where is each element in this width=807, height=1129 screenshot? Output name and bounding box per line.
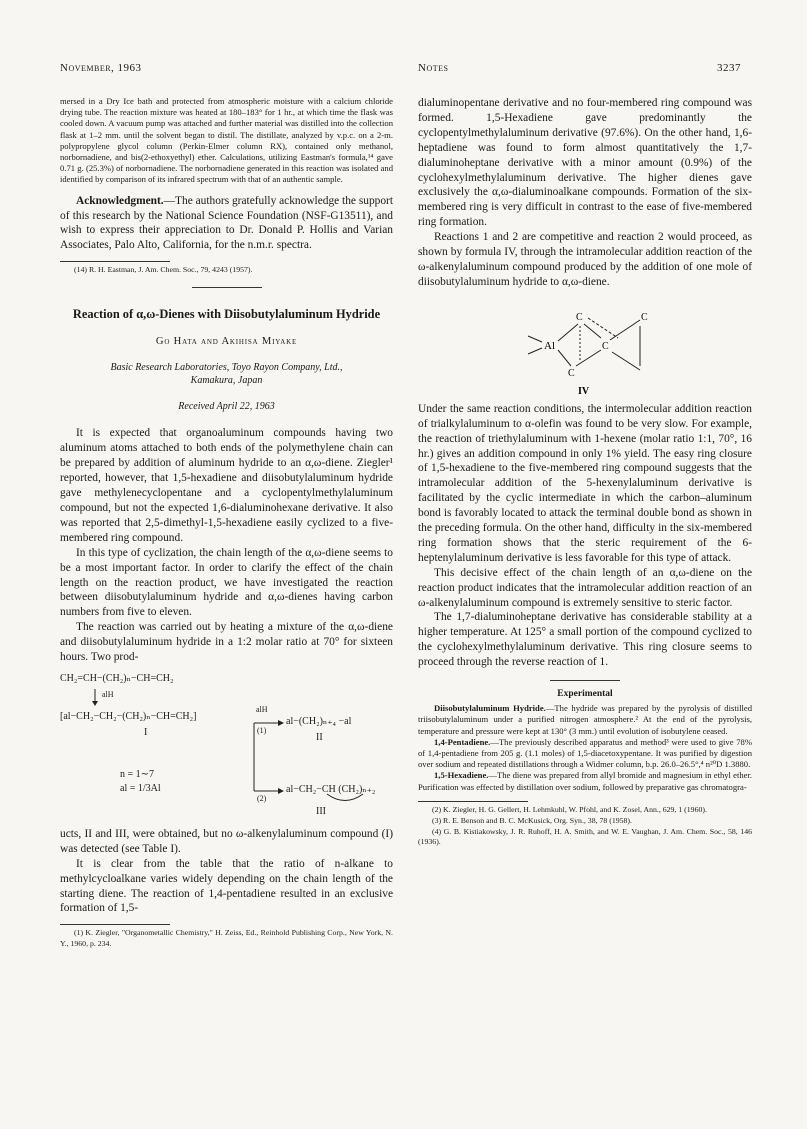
experimental-continued: mersed in a Dry Ice bath and protected from atmospheric moisture with a calcium chloride drying tube. The reaction mixture was heated at 180–183° for 1 hr., at which time the flask was cooled down. A vacuum pump was attached and further material was distilled into the collection flask at 1–2 mm. until the solvent began to distil. The distillate, analyzed by v.p.c. on a 2-m. polypropylene glycol column (Perkin-Elmer column RX), contained only methanol, norbornadiene, and bis(2-ethoxyethyl) ether. Calculations, utilizing Eastman's formula,¹⁴ gave 0.71 g. (25.3%) of norbornadiene. The norbornadiene generated in this reaction was isolated and identified by comparison of its infrared spectrum with that of an authentic sample. (60, 96, 393, 185)
compound-label-I: I (144, 726, 148, 738)
discussion-paragraph-1: dialuminopentane derivative and no four-membered ring compound was formed. 1,5-Hexadiene gave predominantly the cyclopentylmethylaluminum derivative (97.6%). On the other hand, 1,6-heptadiene was found to form almost quantitatively the 1,7-dialuminoheptane derivative with a minor amount (0.9%) of the cyclohexylmethylaluminum derivative. The higher dienes gave exclusively the α,ω-dialuminoalkane compounds. Formation of the six-membered ring is very difficult in contrast to the ease of five-membered ring formation. (418, 97, 752, 229)
section-rule (550, 680, 620, 681)
footnote-14-block (60, 265, 393, 275)
affiliation-line-2: Kamakura, Japan (190, 375, 263, 387)
discussion-paragraph-5: The 1,7-dialuminoheptane derivative has considerable stability at a higher temperature. At 125° a small portion of the compound cyclized to the cyclohexylmethylaluminum derivative. This ring closure seems to proceed through the reverse reaction of 1. (418, 611, 752, 669)
footnote-rule-right (418, 801, 528, 802)
reaction-label-1: (1) (257, 725, 267, 735)
left-column (60, 96, 393, 950)
intermediate-formula: [al−CH₂−CH₂−(CH₂)ₙ−CH=CH₂] (60, 710, 197, 722)
footnote-rule-left (60, 924, 170, 925)
product-III-formula: al−CH₂−CH (CH₂)ₙ₊₂ (286, 783, 376, 795)
intro-paragraph-2: In this type of cyclization, the chain length of the α,ω-diene seems to be a most important factor. In order to clarify the effect of the chain length on the reaction product, we have investigated the reaction between diisobutylaluminum hydride and α,ω-dienes having carbon numbers from five to eleven. (60, 546, 393, 619)
experimental-pentadiene (418, 737, 752, 771)
experimental-hydride (418, 703, 752, 737)
article-title: Reaction of α,ω-Dienes with Diisobutylaluminum Hydride (72, 307, 381, 322)
reaction-scheme (60, 673, 393, 821)
right-column (418, 96, 752, 849)
received-date: Received April 22, 1963 (178, 401, 275, 413)
al-definition: al = 1/3Al (120, 782, 161, 794)
footnote-3: (3) R. E. Benson and B. C. McKusick, Org. Syn., 38, 78 (1958). (432, 815, 632, 825)
article-separator (192, 287, 262, 288)
carbon-atom-top: C (576, 311, 583, 323)
formula-IV-structure (418, 296, 752, 396)
alh-reagent-1: alH (102, 689, 114, 699)
footnote-1: (1) K. Ziegler, "Organometallic Chemistry," H. Zeiss, Ed., Reinhold Publishing Corp., New York, N. Y., 1960, p. 234. (60, 928, 393, 948)
intro-paragraph-5: It is clear from the table that the ratio of n-alkane to methylcycloalkane varies widely depending on the chain length of the starting diene. The reaction of 1,4-pentadiene resulted in an exclusive formation of 1,5- (60, 857, 393, 915)
running-header-section: Notes (418, 62, 449, 74)
formula-IV-diagram (418, 296, 752, 396)
footnote-1-block (60, 928, 393, 948)
footnotes-right (418, 805, 752, 848)
alh-reagent-2: alH (256, 704, 268, 714)
experimental-hexadiene (418, 770, 752, 792)
intro-paragraph-3: The reaction was carried out by heating a mixture of the α,ω-diene and diisobutylaluminum hydride in a 1:2 molar ratio at 70° for sixteen hours. Two prod- (60, 621, 393, 664)
carbon-atom-bottom: C (568, 367, 575, 379)
pentadiene-text: —The previously described apparatus and method³ were used to give 78% of 1,4-pentadiene from 205 g. (1.1 moles) of 1,5-diacetoxypentane. It was purified by digestion over sodium and repeated distillations through a Widmer column, b.p. 26.0–26.5°,⁴ n²⁰D 1.3880. (418, 736, 752, 770)
acknowledgment-text: —The authors gratefully acknowledge the support of this research by the National Science Foundation (NSF-G13511), and wish to express their appreciation to Dr. Donald P. Hollis and Varian Associates, Palo Alto, California, for the n.m.r. spectra. (60, 194, 393, 252)
intro-paragraph-1: It is expected that organoaluminum compounds having two aluminum atoms attached to both ends of the polymethylene chain can be prepared by addition of aluminum hydride to an α,ω-diene. Ziegler¹ reported, however, that 1,5-hexadiene and diisobutylaluminum hydride gave methylenecyclopentane and a cyclopentylmethylaluminum compound, but not the expected 1,6-dialuminohexane derivative. It also was reported that 2,5-dimethyl-1,5-hexadiene easily cyclized to a five-membered ring compound. (60, 427, 393, 544)
footnote-2: (2) K. Ziegler, H. G. Gellert, H. Lehmkuhl, W. Pfohl, and K. Zosel, Ann., 629, 1 (1960). (432, 804, 707, 814)
discussion-paragraph-2: Reactions 1 and 2 are competitive and reaction 2 would proceed, as shown by formula IV, through the intramolecular addition reaction of the ω-alkenylaluminum compound produced by the addition of one mole of diisobutylaluminum hydride to α,ω-diene. (418, 231, 752, 288)
article-authors: Go Hata and Akihisa Miyake (155, 336, 298, 348)
footnote-rule (60, 261, 170, 262)
formula-IV-label: IV (578, 385, 590, 396)
hexadiene-text: —The diene was prepared from allyl bromide and magnesium in ethyl ether. Purification was effected by distillation over sodium, followed by preparative gas chromatogra- (418, 770, 752, 792)
experimental-heading: Experimental (557, 689, 613, 700)
affiliation-line-1: Basic Research Laboratories, Toyo Rayon Company, Ltd., (110, 362, 343, 374)
footnote-4: (4) G. B. Kistiakowsky, J. R. Ruhoff, H. A. Smith, and W. E. Vaughan, J. Am. Chem. Soc., 58, 146 (1936). (418, 827, 752, 847)
page-number: 3237 (717, 62, 741, 74)
acknowledgment (60, 194, 393, 254)
diene-formula: CH₂=CH−(CH₂)ₙ−CH=CH₂ (60, 672, 174, 684)
compound-label-III: III (316, 805, 326, 817)
discussion-paragraph-4: This decisive effect of the chain length of an α,ω-diene on the reaction product indicates that the intramolecular addition reaction of an ω-alkenylaluminum compound is extremely sensitive to steric factor. (418, 566, 752, 609)
product-II-formula: al−(CH₂)ₙ₊₄ −al (286, 715, 352, 727)
aluminum-atom: Al (544, 339, 555, 352)
intro-paragraph-4: ucts, II and III, were obtained, but no ω-alkenylaluminum compound (I) was detected (see Table I). (60, 827, 393, 855)
hydride-heading: Diisobutylaluminum Hydride. (434, 703, 546, 714)
carbon-atom-mid: C (602, 340, 609, 352)
discussion-paragraph-3: Under the same reaction conditions, the intermolecular addition reaction of trialkylaluminum to α-olefin was found to be very slow. For example, the reaction of triethylaluminum with 1-hexene (molar ratio 1:1, 70°, 16 hr.) gives an addition compound in only 1% yield. The easy ring closure of 1,5-hexadiene to the five-membered ring compound suggests that the intramolecular addition of the 5-hexenylaluminum derivative is facilitated by the cyclic intermediate in which the carbon–aluminum bond is favorably located to attack the terminal double bond as shown in the preceding formula. On the other hand, difficulty in the six-membered ring formation shows that the steric requirement of the 6-heptenylaluminum derivative is less favorable for this type of attack. (418, 402, 752, 564)
n-range: n = 1∼7 (120, 768, 155, 780)
hydride-text: —The hydride was prepared by the pyrolysis of distilled triisobutylaluminum under a purified nitrogen atmosphere.² At the end of the pyrolysis, temperature and pressure were kept at 130° (3 mm.) until evolution of isobutylene ceased. (418, 703, 752, 736)
hexadiene-heading: 1,5-Hexadiene. (434, 770, 489, 781)
pentadiene-heading: 1,4-Pentadiene. (434, 736, 491, 747)
footnote-14: (14) R. H. Eastman, J. Am. Chem. Soc., 79, 4243 (1957). (74, 265, 253, 275)
acknowledgment-heading: Acknowledgment. (76, 194, 164, 207)
reaction-label-2: (2) (257, 793, 267, 803)
compound-label-II: II (316, 731, 323, 743)
affiliation (60, 361, 393, 387)
carbon-atom-right: C (641, 311, 648, 323)
running-header-date: November, 1963 (60, 62, 142, 74)
